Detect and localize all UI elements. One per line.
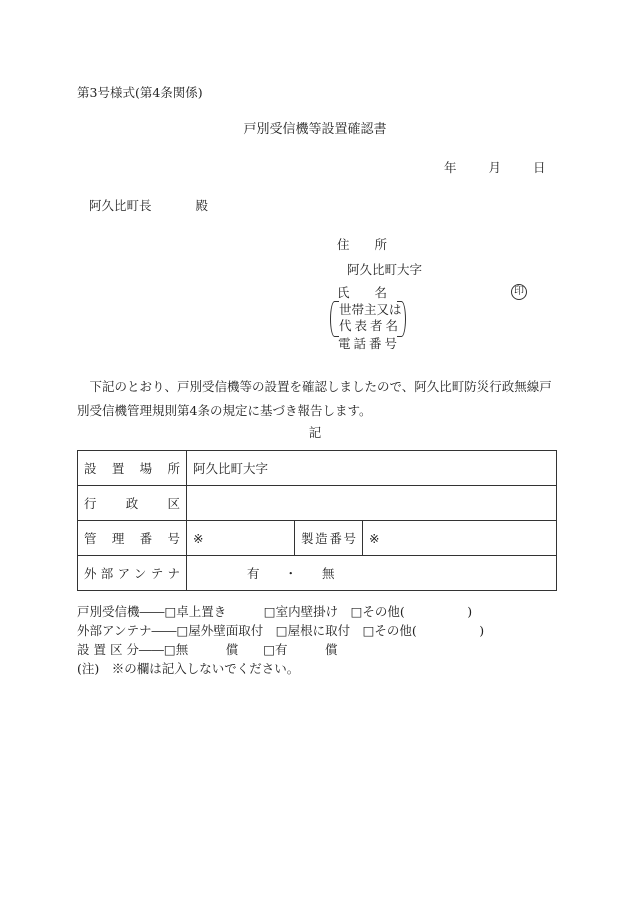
representative-note [330,301,406,335]
addressee-name: 阿久比町長 [89,198,152,213]
addressee-honorific: 殿 [195,198,209,213]
representative-line2: 代表者名 [339,318,402,333]
serial-number-label: 製造番号 [295,521,363,556]
note-antenna: 外部アンテナ――□屋外壁面取付 □屋根に取付 □その他( ) [77,623,485,638]
date-month: 月 [488,160,501,175]
paren-left [330,301,339,337]
external-antenna-value[interactable]: 有 ・ 無 [187,556,557,591]
date-year: 年 [444,160,457,175]
address-label: 住 所 [337,237,388,252]
document-title: 戸別受信機等設置確認書 [243,122,387,137]
representative-line1: 世帯主又は [339,302,402,317]
note-receiver: 戸別受信機――□卓上置き □室内壁掛け □その他( ) [77,604,473,619]
address-value: 阿久比町大字 [347,262,423,277]
phone-label: 電話番号 [338,336,401,351]
seal-mark: 印 [511,284,527,300]
notes [77,602,484,678]
management-number-label: 管理番号 [78,521,187,556]
form-number: 第3号様式(第4条関係) [77,85,203,100]
ki-heading: 記 [308,425,322,440]
body-paragraph: 下記のとおり、戸別受信機等の設置を確認しましたので、阿久比町防災行政無線戸別受信機管理規則第4条の規定に基づき報告します。 [77,379,552,418]
date-line [444,161,545,175]
note-category: 設 置 区 分――□無 償 □有 償 [77,642,338,657]
table-row [78,451,557,486]
installation-place-value[interactable]: 阿久比町大字 [187,451,557,486]
date-day: 日 [532,160,546,175]
installation-place-label: 設置場所 [78,451,187,486]
note-caution: (注) ※の欄は記入しないでください。 [77,661,300,676]
paren-right [397,301,406,337]
management-number-value[interactable]: ※ [187,521,295,556]
name-label: 氏 名 [337,285,388,300]
district-label: 行政区 [78,486,187,521]
info-table [77,450,557,591]
table-row [78,556,557,591]
addressee [89,199,208,213]
district-value[interactable] [187,486,557,521]
table-row [78,521,557,556]
table-row [78,486,557,521]
serial-number-value[interactable]: ※ [363,521,557,556]
external-antenna-label: 外部アンテナ [78,556,187,591]
